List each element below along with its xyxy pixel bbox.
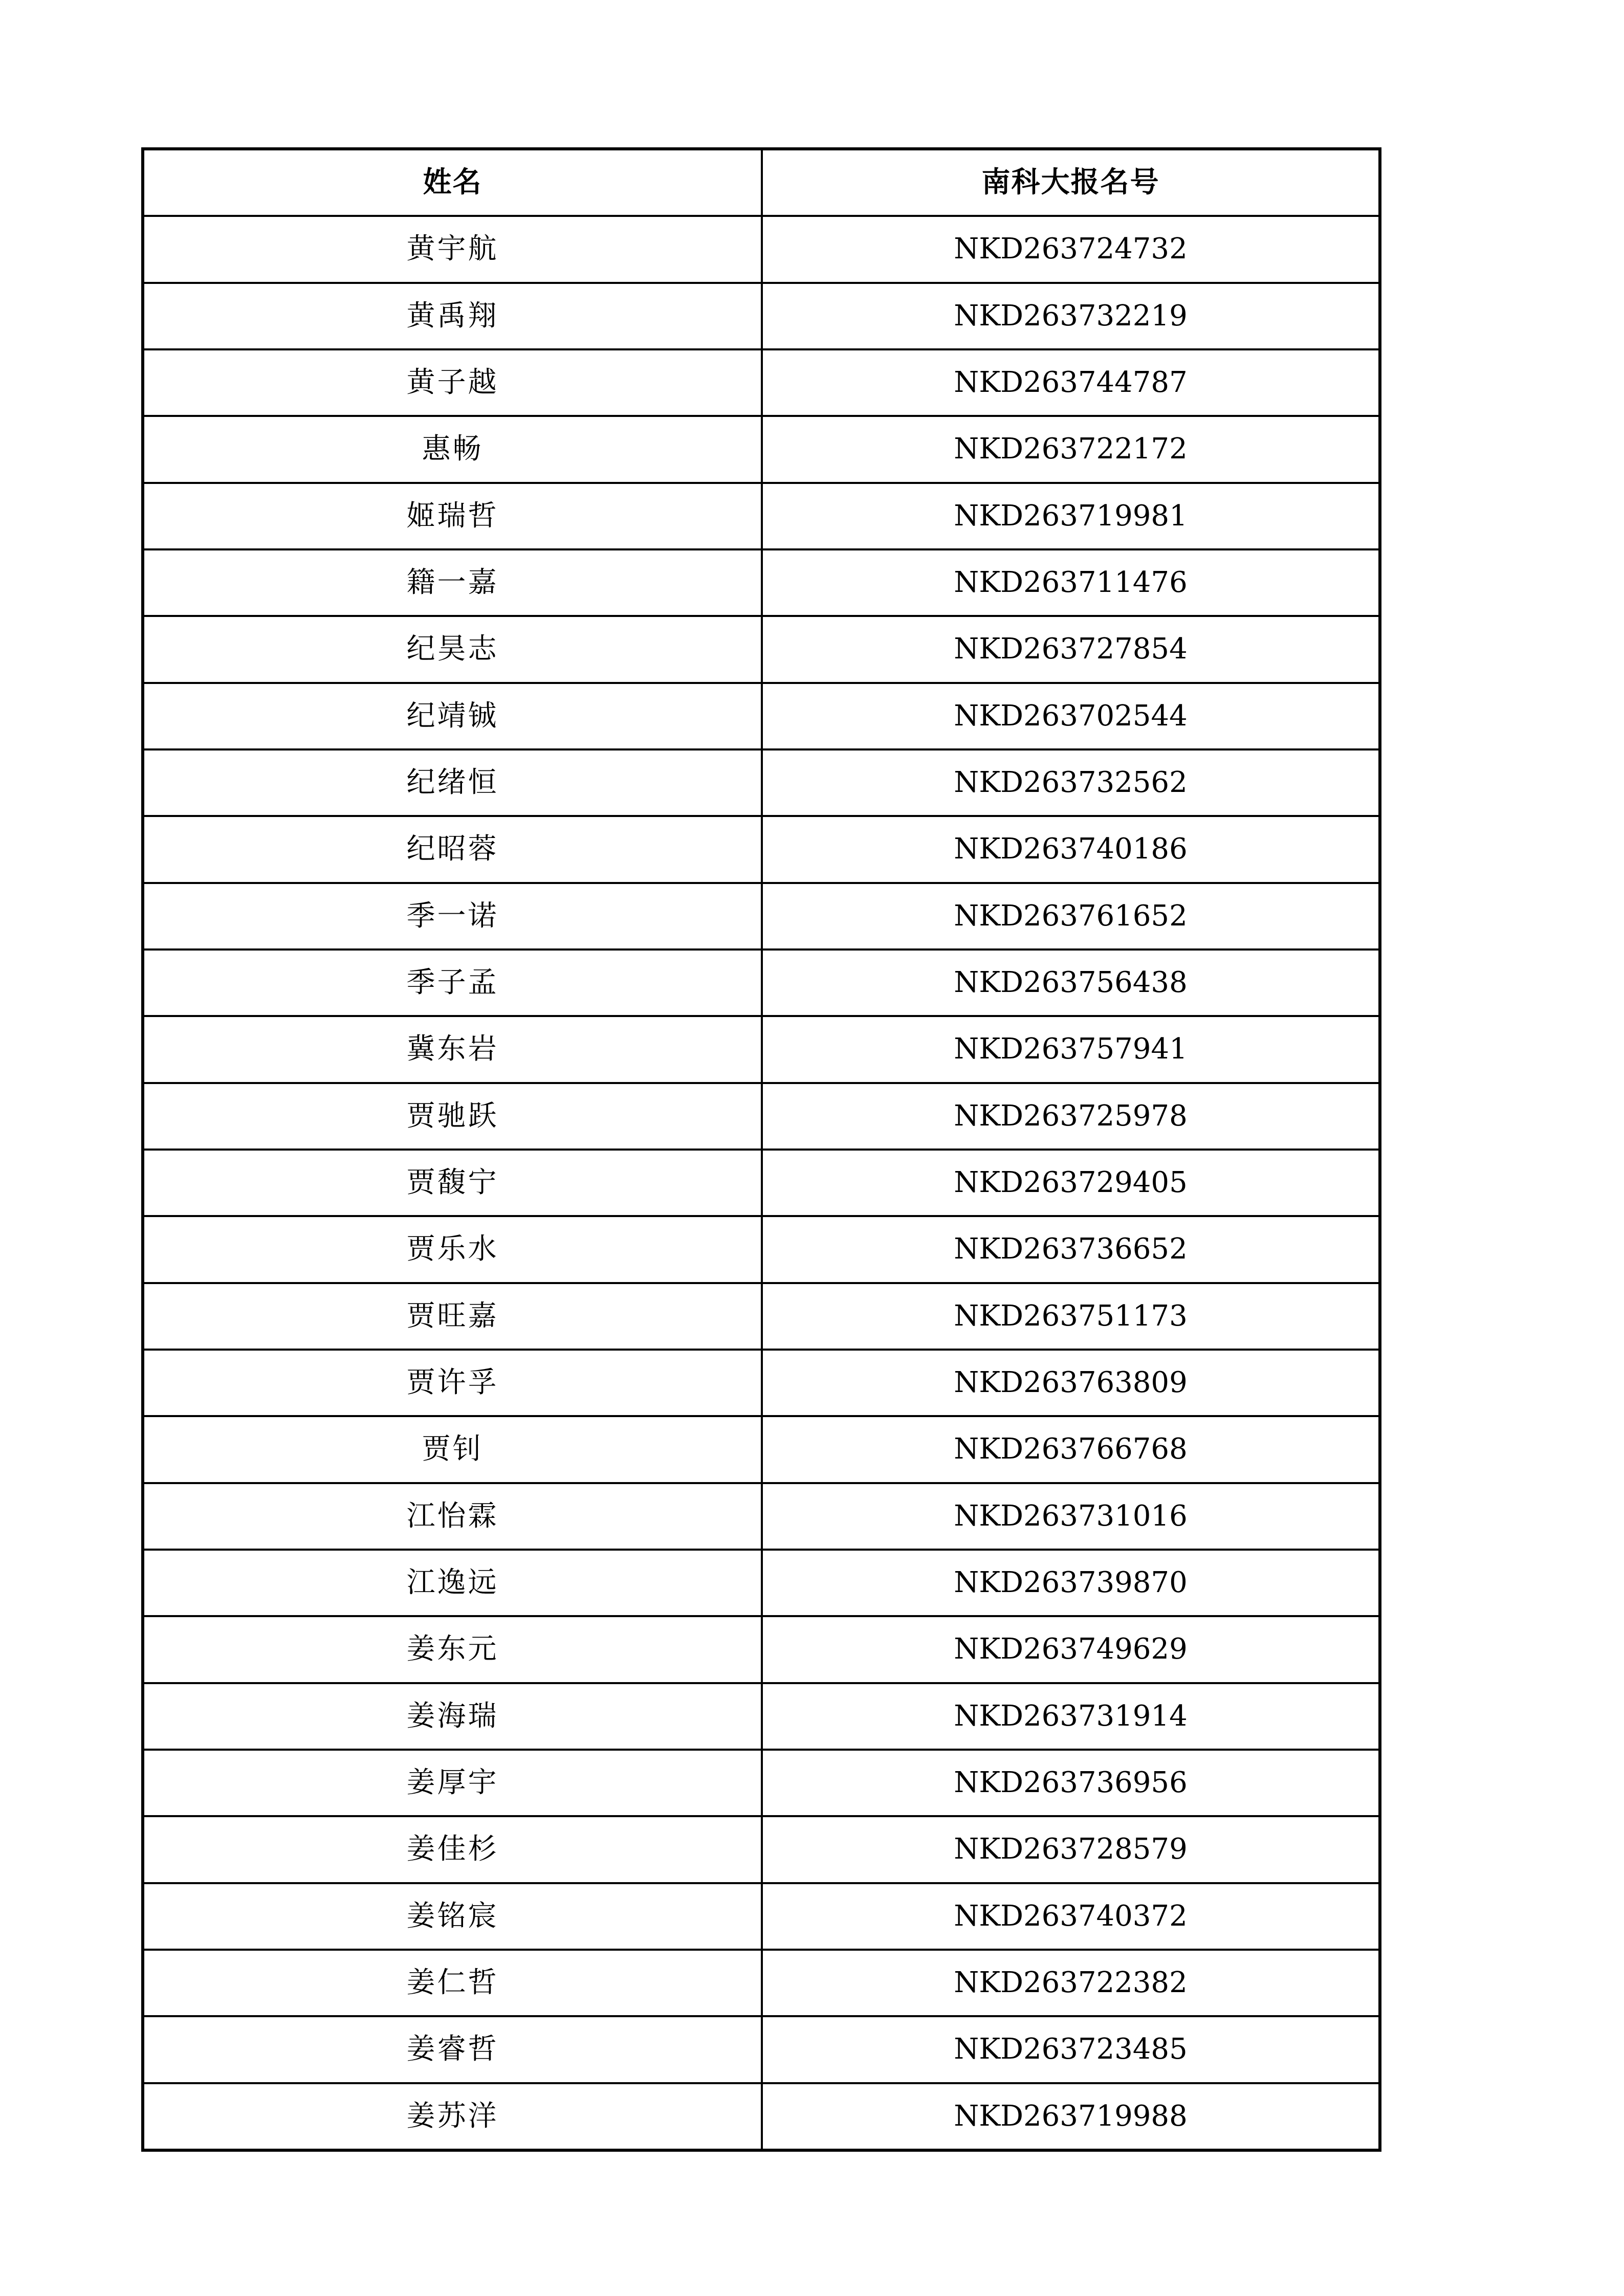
student-name-cell: 纪靖铖	[144, 684, 763, 748]
registration-number-cell: NKD263740372	[954, 1899, 1188, 1933]
table-row	[144, 815, 1378, 881]
table-row	[144, 2015, 1378, 2082]
student-name-cell: 姜佳杉	[144, 1817, 763, 1882]
table-row	[144, 1082, 1378, 1149]
table-row	[144, 1015, 1378, 1081]
table-row	[144, 1749, 1378, 1815]
table-row	[144, 1415, 1378, 1482]
registration-number-cell: NKD263751173	[954, 1299, 1188, 1333]
student-name-cell: 贾钊	[144, 1417, 763, 1482]
registration-number-cell: NKD263732562	[954, 766, 1188, 800]
student-name-cell: 姬瑞哲	[144, 484, 763, 548]
table-row	[144, 1215, 1378, 1282]
table-row	[144, 282, 1378, 348]
student-name-cell: 纪绪恒	[144, 750, 763, 815]
table-row	[144, 748, 1378, 815]
student-name-cell: 姜东元	[144, 1617, 763, 1682]
student-name-cell: 江逸远	[144, 1551, 763, 1615]
table-header-row	[144, 150, 1378, 215]
header-registration-number: 南科大报名号	[981, 166, 1160, 200]
student-name-cell: 籍一嘉	[144, 550, 763, 615]
registration-number-cell: NKD263702544	[954, 699, 1188, 733]
student-name-cell: 贾驰跃	[144, 1084, 763, 1149]
table-row	[144, 1549, 1378, 1615]
registration-number-cell: NKD263732219	[954, 299, 1188, 333]
table-row	[144, 1282, 1378, 1349]
registration-number-cell: NKD263740186	[954, 832, 1188, 866]
student-name-cell: 贾许孚	[144, 1351, 763, 1415]
student-name-cell: 冀东岩	[144, 1017, 763, 1081]
table-row	[144, 215, 1378, 281]
registration-number-cell: NKD263729405	[954, 1166, 1188, 1200]
student-name-cell: 黄子越	[144, 350, 763, 415]
registration-number-cell: NKD263719981	[954, 499, 1188, 533]
registration-number-cell: NKD263763809	[954, 1366, 1188, 1400]
student-name-cell: 姜仁哲	[144, 1951, 763, 2015]
student-name-cell: 姜铭宸	[144, 1884, 763, 1949]
registration-number-cell: NKD263736956	[954, 1766, 1188, 1800]
student-name-cell: 姜海瑞	[144, 1684, 763, 1749]
table-row	[144, 682, 1378, 748]
table-row	[144, 482, 1378, 548]
student-name-cell: 贾旺嘉	[144, 1284, 763, 1349]
registration-number-cell: NKD263739870	[954, 1566, 1188, 1600]
table-row	[144, 415, 1378, 481]
table-row	[144, 548, 1378, 615]
registration-number-cell: NKD263761652	[954, 899, 1188, 933]
student-name-cell: 贾馥宁	[144, 1151, 763, 1215]
table-row	[144, 948, 1378, 1015]
student-name-cell: 黄禹翔	[144, 284, 763, 348]
student-name-cell: 季一诺	[144, 884, 763, 948]
registration-number-cell: NKD263719988	[954, 2099, 1188, 2133]
student-name-cell: 黄宇航	[144, 217, 763, 281]
table-row	[144, 1349, 1378, 1415]
registration-number-cell: NKD263731016	[954, 1499, 1188, 1533]
registration-number-cell: NKD263723485	[954, 2033, 1188, 2066]
registration-number-cell: NKD263722382	[954, 1966, 1188, 2000]
registration-number-cell: NKD263724732	[954, 232, 1188, 266]
student-name-cell: 姜厚宇	[144, 1751, 763, 1815]
student-name-cell: 纪昊志	[144, 617, 763, 681]
registration-number-cell: NKD263722172	[954, 432, 1188, 466]
table-row	[144, 1482, 1378, 1549]
table-row	[144, 348, 1378, 415]
student-name-cell: 纪昭蓉	[144, 817, 763, 881]
table-row	[144, 615, 1378, 681]
student-name-cell: 季子孟	[144, 951, 763, 1015]
registration-number-cell: NKD263725978	[954, 1099, 1188, 1133]
table-row	[144, 1615, 1378, 1682]
student-name-cell: 江怡霖	[144, 1484, 763, 1549]
registration-number-cell: NKD263744787	[954, 366, 1188, 400]
table-row	[144, 2082, 1378, 2149]
table-row	[144, 1149, 1378, 1215]
registration-number-cell: NKD263736652	[954, 1232, 1188, 1266]
table-row	[144, 1949, 1378, 2015]
student-name-cell: 贾乐水	[144, 1217, 763, 1282]
student-name-cell: 惠畅	[144, 417, 763, 481]
header-name: 姓名	[144, 150, 763, 215]
registration-number-cell: NKD263766768	[954, 1432, 1188, 1466]
table-row	[144, 1882, 1378, 1949]
registration-number-cell: NKD263756438	[954, 966, 1188, 1000]
registration-number-cell: NKD263749629	[954, 1632, 1188, 1666]
table-row	[144, 1682, 1378, 1749]
table-row	[144, 882, 1378, 948]
registration-number-cell: NKD263728579	[954, 1833, 1188, 1866]
registration-number-cell: NKD263711476	[954, 566, 1188, 600]
registration-number-cell: NKD263731914	[954, 1699, 1188, 1733]
student-name-cell: 姜苏洋	[144, 2084, 763, 2149]
name-list-table	[141, 147, 1381, 2152]
table-row	[144, 1815, 1378, 1882]
registration-number-cell: NKD263757941	[954, 1032, 1188, 1066]
registration-number-cell: NKD263727854	[954, 632, 1188, 666]
student-name-cell: 姜睿哲	[144, 2017, 763, 2082]
